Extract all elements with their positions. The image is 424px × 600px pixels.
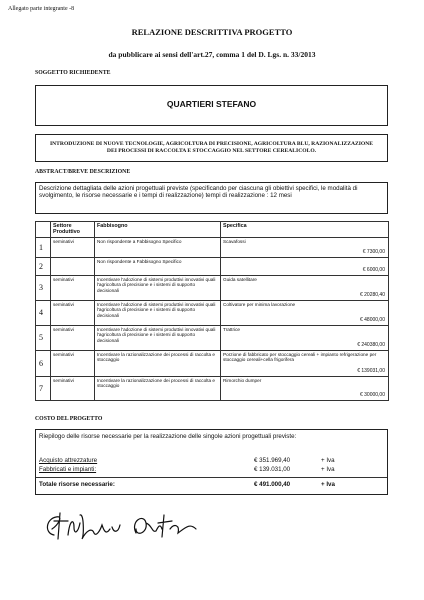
header-specifica: Specifica [221, 222, 389, 238]
table-row [36, 258, 389, 276]
allegato-label: Allegato parte integrante -8 [8, 6, 75, 12]
abstract-text: Descrizione dettagliata delle azioni progettuali previste (specificando per ciascuna gli obiettivi specifici, le modalità di svolgimento, le risorse necessarie e i tempi di realizzazione) tempi di realizzazione : 12 mesi [39, 185, 358, 200]
row-fabbisogno: Incentivare la razionalizzazione dei processi di raccolta e stoccaggio [95, 377, 221, 401]
costo-box [35, 429, 388, 495]
row-importo: € 240380,00 [357, 341, 385, 348]
row-specifica-text: Porzione di fabbricato per stoccaggio cereali + impianto refrigerazione per stoccaggio cereali+cella frigorifera [223, 352, 377, 363]
cost-value: € 351.969,40 [254, 457, 291, 464]
cost-label: Fabbricati e impianti: [39, 466, 97, 473]
row-specifica [221, 377, 389, 401]
row-specifica [221, 258, 389, 276]
table-row [36, 351, 389, 377]
cost-iva: + Iva [321, 466, 335, 473]
row-settore: seminativi [51, 276, 95, 301]
cost-iva: + Iva [321, 457, 335, 464]
table-header-row [36, 222, 389, 238]
cost-total-label: Totale risorse necessarie: [39, 481, 115, 488]
row-specifica [221, 326, 389, 351]
header-fabbisogno: Fabbisogno [95, 222, 221, 238]
row-number: 5 [36, 326, 51, 351]
row-settore: seminativi [51, 301, 95, 326]
row-number: 1 [36, 238, 51, 258]
row-specifica-text: Guida satellitare [223, 277, 257, 282]
row-specifica [221, 351, 389, 377]
row-settore: seminativi [51, 238, 95, 258]
row-importo: € 48000,00 [359, 316, 385, 323]
cost-total-iva: + Iva [321, 481, 335, 488]
row-number: 4 [36, 301, 51, 326]
soggetto-section-label: SOGGETTO RICHIEDENTE [35, 70, 111, 76]
row-fabbisogno: Incentivare la razionalizzazione dei processi di raccolta e stoccaggio [95, 351, 221, 377]
row-importo: € 20280,40 [359, 291, 385, 298]
row-number: 7 [36, 377, 51, 401]
cost-line-totale [39, 481, 384, 490]
row-number: 6 [36, 351, 51, 377]
row-specifica-text: Coltivatore per minima lavorazione [223, 302, 296, 307]
cost-divider [36, 477, 387, 478]
header-settore: Settore Produttivo [51, 222, 95, 238]
intro-text: INTRODUZIONE DI NUOVE TECNOLOGIE, AGRICOLTURA DI PRECISIONE, AGRICOLTURA BLU, RAZIONALIZZAZIONE DEI PROCESSI DI RACCOLTA E STOCCAGGIO NEL SETTORE CEREALICOLO. [49, 141, 374, 154]
row-importo: € 7300,00 [362, 248, 385, 255]
cost-value: € 139.031,00 [254, 466, 291, 473]
intro-box [35, 134, 388, 162]
row-specifica-text: Scavafossi [223, 239, 246, 244]
row-specifica-text: Trattrice [223, 327, 241, 332]
handwritten-signature [40, 505, 200, 545]
row-specifica [221, 238, 389, 258]
azioni-table [35, 221, 389, 401]
row-specifica [221, 276, 389, 301]
row-specifica [221, 301, 389, 326]
table-row [36, 326, 389, 351]
costo-intro: Riepilogo delle risorse necessarie per la realizzazione delle singole azioni progettuali previste: [39, 433, 297, 440]
row-settore [51, 258, 95, 276]
abstract-section-label: ABSTRACT/BREVE DESCRIZIONE [35, 169, 131, 175]
table-row [36, 377, 389, 401]
row-importo: € 6000,00 [362, 266, 385, 273]
row-fabbisogno: Non rispondente a Fabbisogno Specifico [95, 258, 221, 276]
row-importo: € 30000,00 [359, 391, 385, 398]
soggetto-name: QUARTIERI STEFANO [166, 99, 257, 109]
row-importo: € 139031,00 [357, 367, 385, 374]
table-row [36, 301, 389, 326]
cost-line-fabbricati [39, 466, 384, 475]
row-fabbisogno: Non rispondente a Fabbisogno Specifico [95, 238, 221, 258]
row-specifica-text: Rimorchio dumper [223, 378, 262, 383]
cost-line-attrezzature [39, 457, 384, 466]
row-fabbisogno: Incentivare l'adozione di sistemi produttivi innovativi quali l'agricoltura di precisione e i sistemi di supporto decisionali [95, 301, 221, 326]
costo-section-label: COSTO DEL PROGETTO [35, 416, 103, 422]
table-row [36, 238, 389, 258]
row-number: 2 [36, 258, 51, 276]
soggetto-box [35, 85, 388, 126]
table-row [36, 276, 389, 301]
abstract-box [35, 182, 388, 214]
row-settore: seminativi [51, 326, 95, 351]
page-subtitle: da pubblicare ai sensi dell'art.27, comma 1 del D. Lgs. n. 33/2013 [108, 50, 316, 59]
header-number [36, 222, 51, 238]
row-settore: seminativi [51, 351, 95, 377]
row-settore: seminativi [51, 377, 95, 401]
cost-label: Acquisto attrezzature [39, 457, 98, 464]
row-fabbisogno: Incentivare l'adozione di sistemi produttivi innovativi quali l'agricoltura di precisione e i sistemi di supporto decisionali [95, 276, 221, 301]
cost-total-value: € 491.000,40 [254, 481, 291, 488]
page-title: RELAZIONE DESCRITTIVA PROGETTO [131, 27, 293, 37]
row-number: 3 [36, 276, 51, 301]
row-fabbisogno: Incentivare l'adozione di sistemi produttivi innovativi quali l'agricoltura di precisione e i sistemi di supporto decisionali [95, 326, 221, 351]
